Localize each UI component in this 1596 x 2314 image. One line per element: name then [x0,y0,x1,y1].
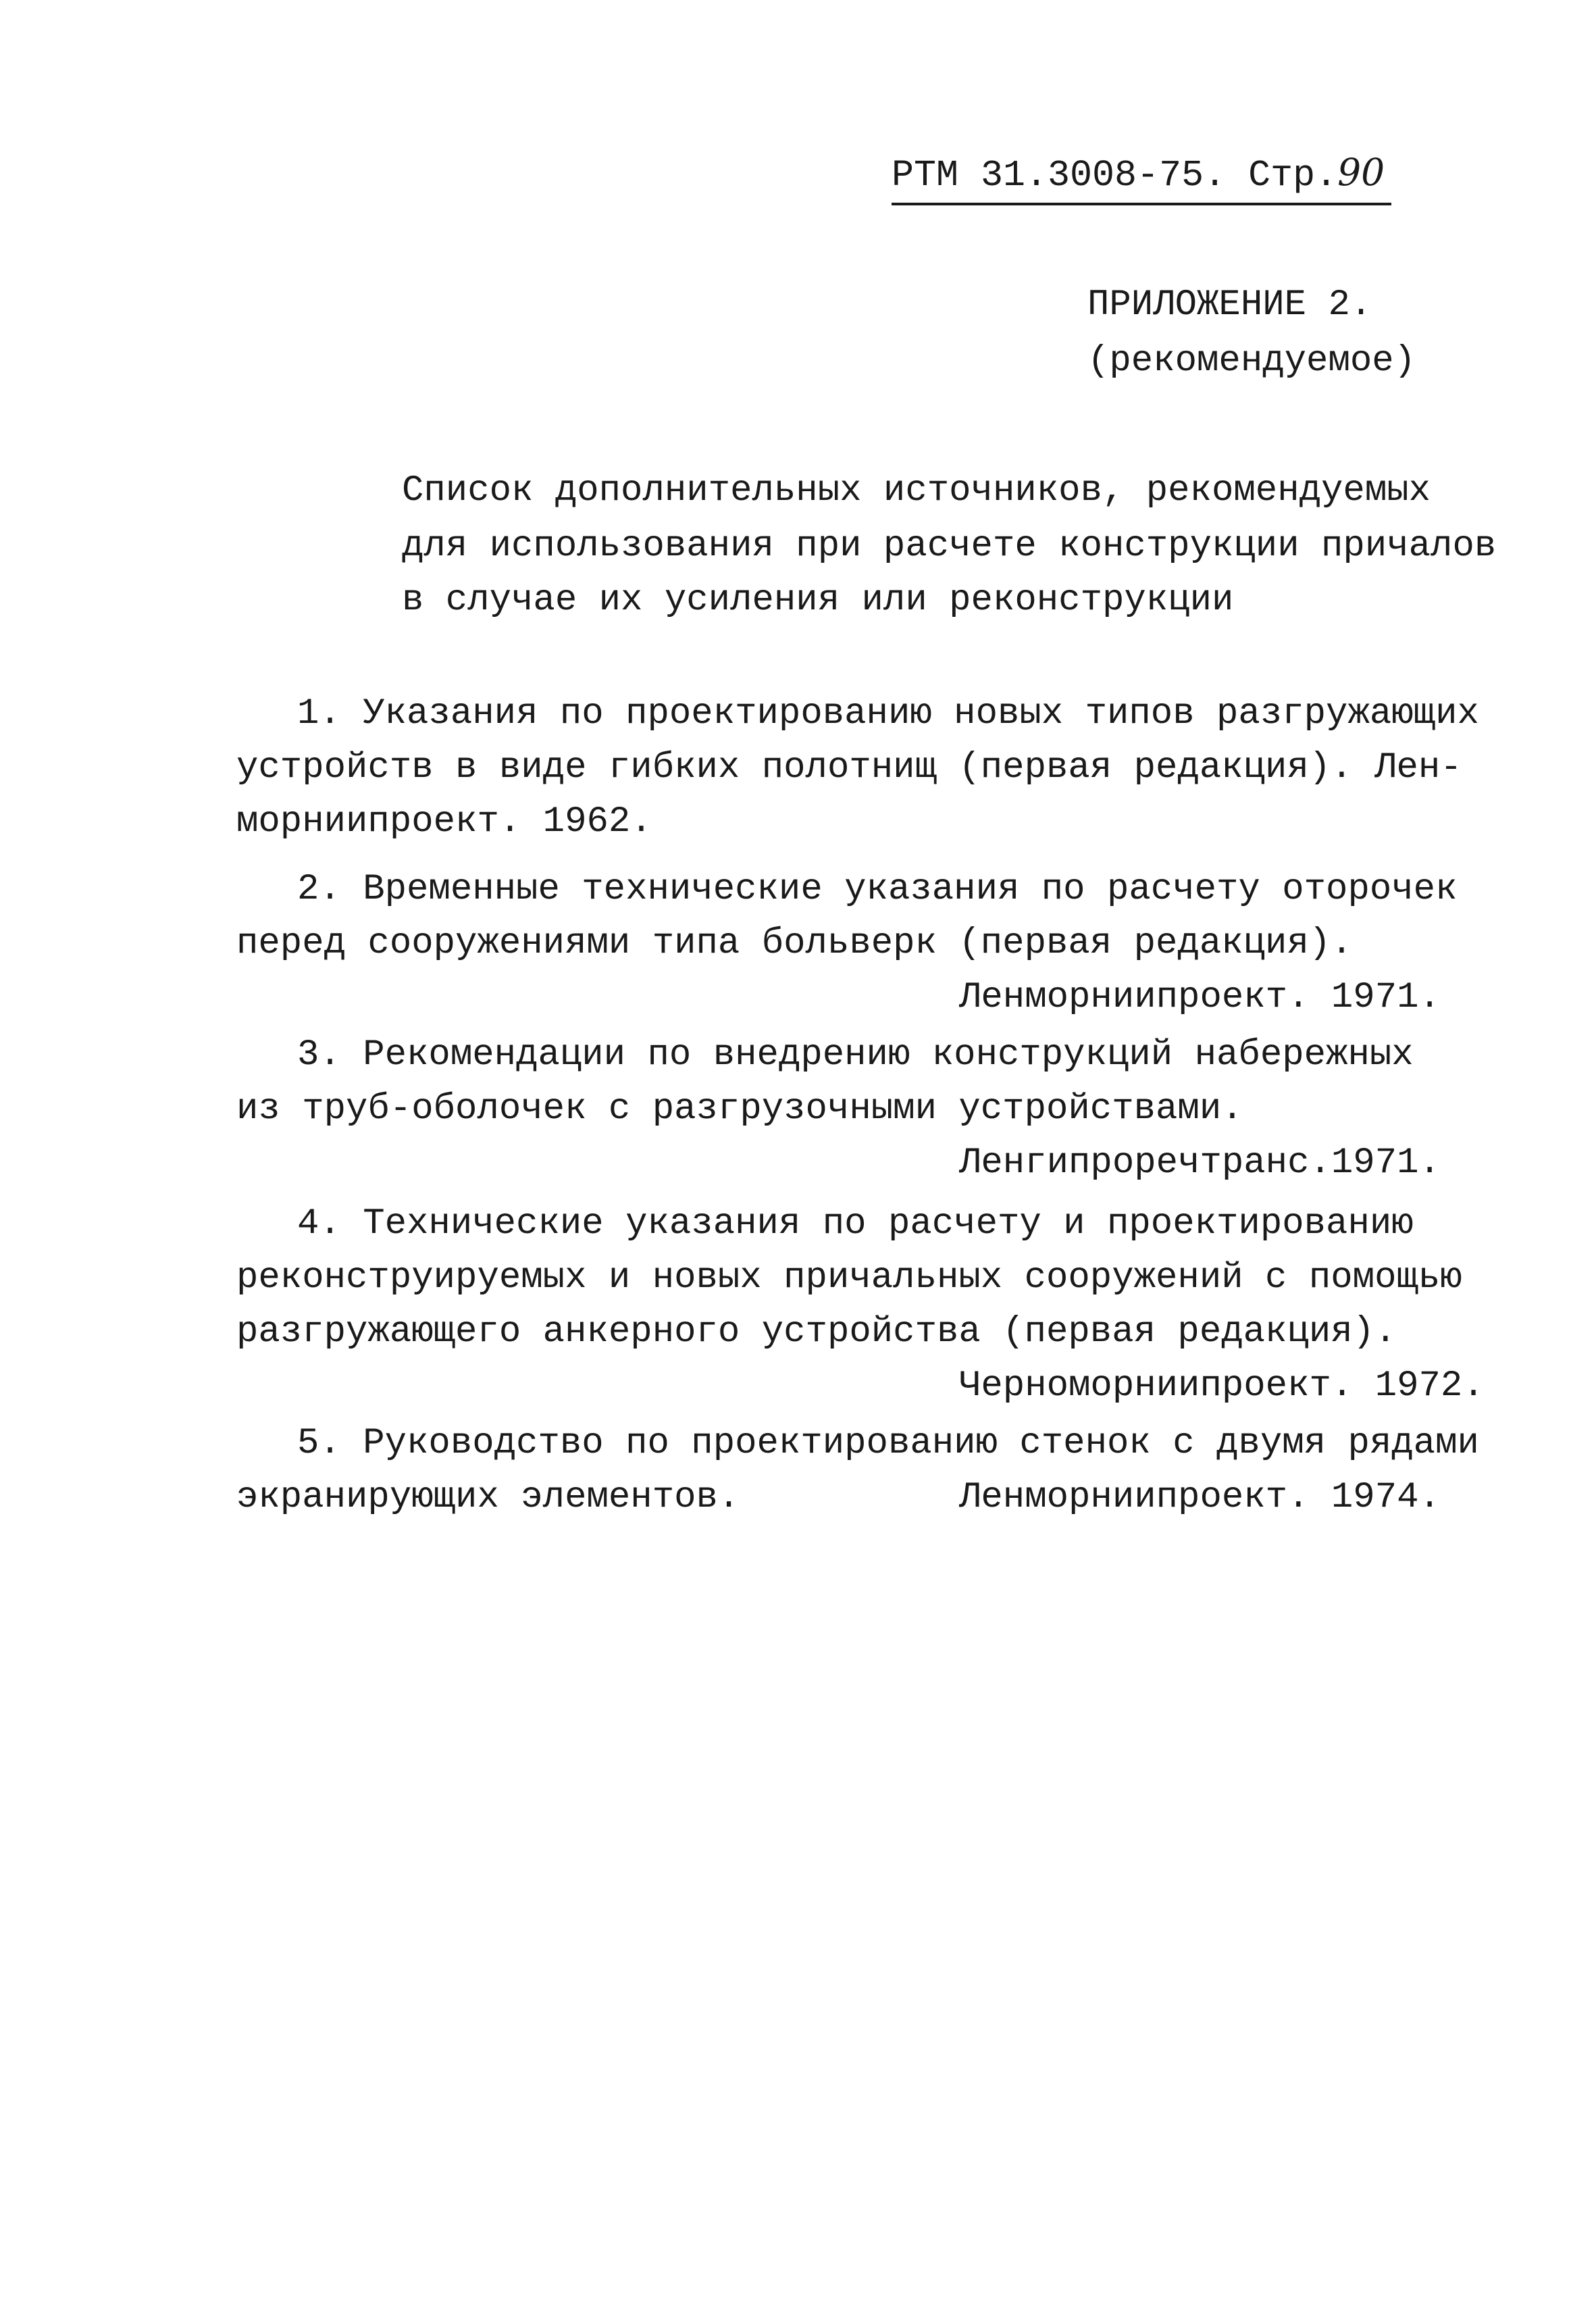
list-item-source: Ленгипроречтранс.1971. [959,1142,1441,1184]
intro-line: в случае их усиления или реконструкции [402,580,1234,621]
document-code: РТМ 31.3008-75. Стр. [892,154,1338,197]
list-item-source: Ленморниипроект. 1974. [959,1477,1441,1518]
document-header [892,151,1385,197]
list-item-line: перед сооружениями типа больверк (первая редакция). [236,923,1353,964]
list-item-source: Черноморниипроект. 1972. [959,1365,1485,1407]
list-item-line: реконструируемых и новых причальных сооружений с помощью [236,1257,1462,1299]
list-item-line: 1. Указания по проектированию новых типов разгружающих [297,693,1479,734]
list-item-line: разгружающего анкерного устройства (первая редакция). [236,1311,1397,1353]
list-item-line: 4. Технические указания по расчету и проектированию [297,1203,1414,1244]
list-item-source: Ленморниипроект. 1971. [959,977,1441,1018]
intro-line: для использования при расчете конструкции причалов [402,526,1497,567]
appendix-subtitle: (рекомендуемое) [1087,341,1416,382]
page-number: 90 [1337,151,1385,194]
list-item-line: экранирующих элементов. [236,1477,740,1518]
list-item-line: морниипроект. 1962. [236,801,652,842]
intro-line: Список дополнительных источников, рекомендуемых [402,470,1431,511]
list-item-line: из труб-оболочек с разгрузочными устройствами. [236,1088,1243,1130]
list-item-line: 5. Руководство по проектированию стенок с двумя рядами [297,1423,1479,1464]
appendix-title: ПРИЛОЖЕНИЕ 2. [1087,284,1372,326]
list-item-line: 3. Рекомендации по внедрению конструкций набережных [297,1034,1414,1076]
list-item-line: устройств в виде гибких полотнищ (первая редакция). Лен- [236,747,1462,788]
list-item-line: 2. Временные технические указания по расчету оторочек [297,869,1458,910]
header-underline [892,203,1391,205]
